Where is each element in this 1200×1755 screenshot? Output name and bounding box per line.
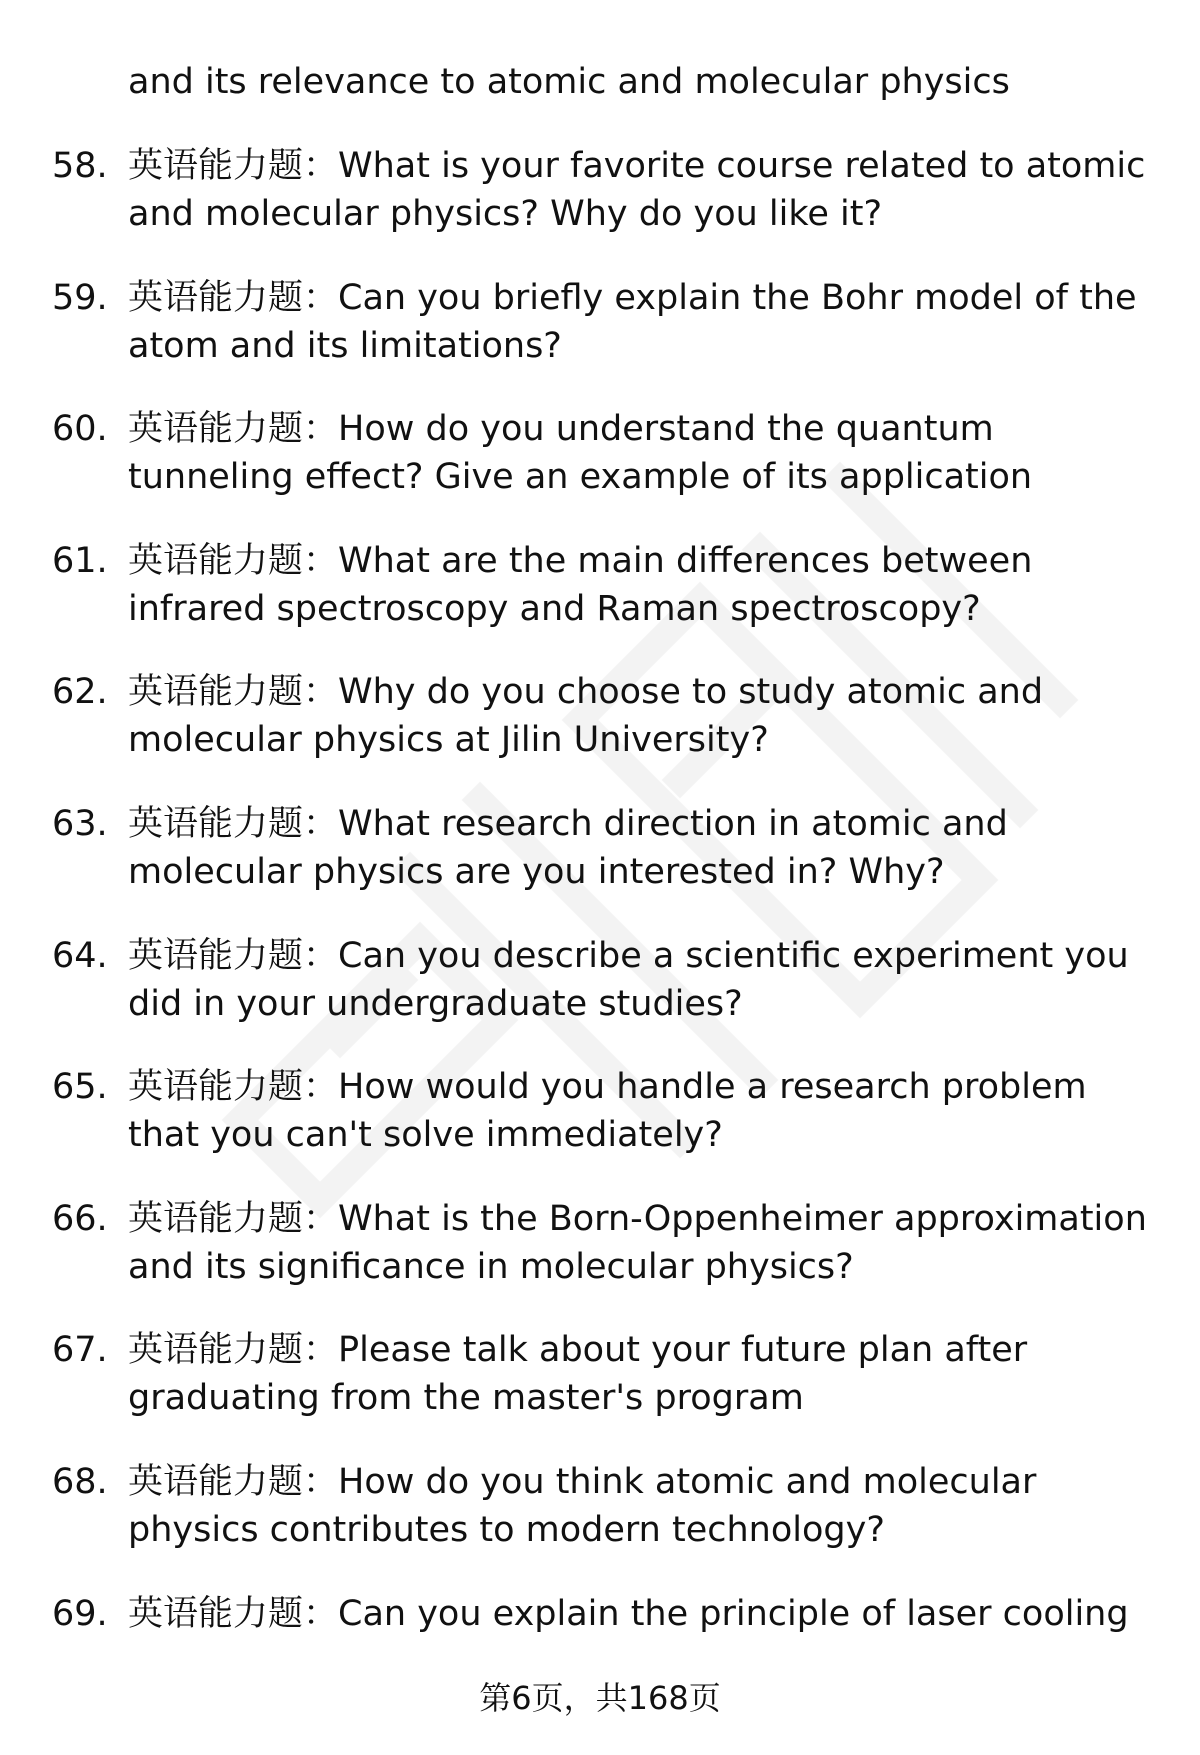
question-item <box>0 668 1200 800</box>
question-line-text: that you can't solve immediately? <box>128 1115 723 1156</box>
question-number: 68. <box>52 1461 108 1502</box>
question-text <box>128 537 1178 633</box>
question-category: 英语能力题： <box>128 1461 339 1502</box>
question-item <box>0 1326 1200 1458</box>
question-line <box>128 1590 1178 1638</box>
question-category: 英语能力题： <box>128 1198 339 1239</box>
question-line <box>128 1111 1178 1159</box>
question-text <box>128 405 1178 501</box>
question-number: 60. <box>52 409 108 450</box>
question-line <box>128 274 1178 322</box>
question-line <box>128 190 1178 238</box>
question-category: 英语能力题： <box>128 540 339 581</box>
question-category: 英语能力题： <box>128 409 339 450</box>
page-footer: 第6页，共168页 <box>479 1679 721 1717</box>
question-line-text: Please talk about your future plan after <box>338 1330 1028 1371</box>
question-item <box>0 1195 1200 1327</box>
question-text <box>128 932 1178 1028</box>
question-line <box>128 453 1178 501</box>
question-category: 英语能力题： <box>128 672 339 713</box>
question-item <box>0 274 1200 406</box>
question-number: 58. <box>52 146 108 186</box>
question-category: 英语能力题： <box>128 1593 339 1634</box>
question-line-text: How do you understand the quantum <box>338 409 994 450</box>
question-category: 英语能力题： <box>128 146 339 186</box>
question-category: 英语能力题： <box>128 803 339 844</box>
question-item <box>0 537 1200 669</box>
question-line <box>128 405 1178 453</box>
question-line-text: and molecular physics? Why do you like it? <box>128 194 883 234</box>
question-line-text: atom and its limitations? <box>128 325 562 366</box>
question-number: 69. <box>52 1593 108 1634</box>
question-line <box>128 1326 1178 1374</box>
question-line-text: infrared spectroscopy and Raman spectroscopy? <box>128 588 981 629</box>
question-line-text: tunneling effect? Give an example of its application <box>128 457 1033 498</box>
question-line <box>128 1243 1178 1291</box>
question-number: 66. <box>52 1198 108 1239</box>
question-line-text: Can you describe a scientific experiment you <box>338 935 1129 976</box>
question-line <box>128 1374 1178 1422</box>
question-line <box>128 322 1178 370</box>
question-line-text: Can you briefly explain the Bohr model of the <box>338 277 1137 318</box>
question-text <box>128 274 1178 370</box>
question-line-text: What is the Born-Oppenheimer approximation <box>338 1198 1147 1239</box>
question-line <box>128 1506 1178 1554</box>
question-line-text: Can you explain the principle of laser cooling <box>338 1593 1129 1634</box>
question-number: 65. <box>52 1067 108 1108</box>
question-text <box>128 668 1178 764</box>
question-category: 英语能力题： <box>128 277 339 318</box>
question-item <box>0 1063 1200 1195</box>
question-line <box>128 142 1178 190</box>
question-text <box>128 1195 1178 1291</box>
question-line-text: What is your favorite course related to atomic <box>338 146 1146 186</box>
continuation-line: and its relevance to atomic and molecular physics <box>128 62 1010 102</box>
question-number: 64. <box>52 935 108 976</box>
question-number: 63. <box>52 803 108 844</box>
question-item <box>0 142 1200 274</box>
question-category: 英语能力题： <box>128 1330 339 1371</box>
question-line-text: What are the main differences between <box>338 540 1033 581</box>
question-item <box>0 932 1200 1064</box>
question-text <box>128 1326 1178 1422</box>
question-line <box>128 668 1178 716</box>
question-line <box>128 848 1178 896</box>
question-line <box>128 537 1178 585</box>
question-line-text: graduating from the master's program <box>128 1378 804 1419</box>
question-line <box>128 716 1178 764</box>
question-line-text: Why do you choose to study atomic and <box>338 672 1044 713</box>
question-number: 67. <box>52 1330 108 1371</box>
question-line-text: physics contributes to modern technology? <box>128 1509 885 1550</box>
question-line-text: and its significance in molecular physics? <box>128 1246 854 1287</box>
question-number: 62. <box>52 672 108 713</box>
question-item <box>0 1458 1200 1590</box>
question-category: 英语能力题： <box>128 935 339 976</box>
question-text <box>128 142 1178 238</box>
question-number: 59. <box>52 277 108 318</box>
question-list <box>0 142 1200 1721</box>
question-line-text: How would you handle a research problem <box>338 1067 1087 1108</box>
question-line-text: How do you think atomic and molecular <box>338 1461 1037 1502</box>
question-item <box>0 800 1200 932</box>
question-text <box>128 1590 1178 1638</box>
question-line <box>128 932 1178 980</box>
question-line <box>128 1063 1178 1111</box>
question-line <box>128 1195 1178 1243</box>
question-line <box>128 980 1178 1028</box>
question-line <box>128 800 1178 848</box>
question-line <box>128 1458 1178 1506</box>
question-line-text: What research direction in atomic and <box>338 803 1008 844</box>
question-line-text: did in your undergraduate studies? <box>128 983 743 1024</box>
question-line-text: molecular physics are you interested in? Why? <box>128 851 945 892</box>
question-number: 61. <box>52 540 108 581</box>
question-line-text: molecular physics at Jilin University? <box>128 720 769 761</box>
question-text <box>128 1458 1178 1554</box>
question-item <box>0 405 1200 537</box>
question-text <box>128 1063 1178 1159</box>
question-category: 英语能力题： <box>128 1067 339 1108</box>
question-line <box>128 585 1178 633</box>
question-text <box>128 800 1178 896</box>
